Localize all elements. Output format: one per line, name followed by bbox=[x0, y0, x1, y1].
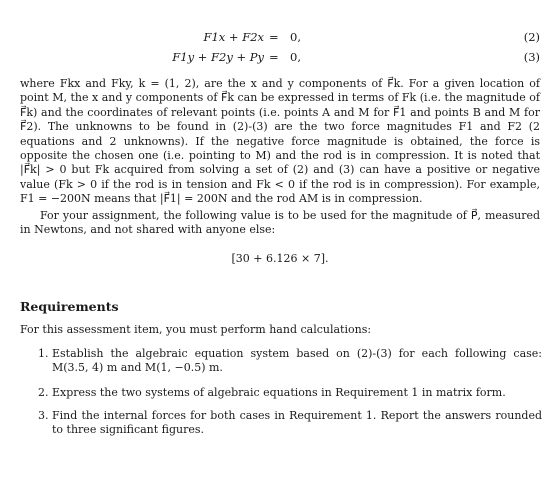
requirement-number: 2. bbox=[38, 386, 49, 399]
assignment-paragraph: For your assignment, the following value is to be used for the magnitude of P⃗, measured in Newtons, and not shared with anyone else: bbox=[20, 209, 540, 237]
requirements-heading: Requirements bbox=[20, 299, 119, 314]
equation-2-rhs: 0, bbox=[290, 30, 301, 44]
equation-3 bbox=[0, 50, 560, 70]
equation-2-relation: = bbox=[269, 30, 279, 44]
equation-3-number: (3) bbox=[523, 50, 540, 64]
equation-3-relation: = bbox=[269, 50, 279, 64]
explanation-paragraph: where Fkx and Fky, k = (1, 2), are the x and y components of F⃗k. For a given location of point M, the x and y components of F⃗k can be expressed in terms of Fk (i.e. the magnitude of F⃗k) and the coordinates of relevant points (i.e. points A and M for F⃗1 and points B and M for F⃗2). The unknowns to be found in (2)-(3) are the two force magnitudes F1 and F2 (2 equations and 2 unknowns). If the negative force magnitude is obtained, the force is opposite the chosen one (i.e. pointing to M) and the rod is in compression. It is noted that |F⃗k| > 0 but Fk acquired from solving a set of (2) and (3) can have a positive or negative value (Fk > 0 if the rod is in tension and Fk < 0 if the rod is in compression). For example, F1 = −200N means that |F⃗1| = 200N and the rod AM is in compression. bbox=[20, 77, 540, 206]
requirement-text: Find the internal forces for both cases in Requirement 1. Report the answers rounded to three significant figures. bbox=[52, 409, 542, 437]
equation-3-rhs: 0, bbox=[290, 50, 301, 64]
assigned-value-expression: [30 + 6.126 × 7]. bbox=[231, 252, 329, 265]
equation-2 bbox=[0, 30, 560, 50]
requirement-number: 1. bbox=[38, 347, 49, 360]
requirement-number: 3. bbox=[38, 409, 49, 422]
equation-2-number: (2) bbox=[523, 30, 540, 44]
requirements-intro: For this assessment item, you must perform hand calculations: bbox=[20, 323, 372, 336]
requirement-text: Establish the algebraic equation system based on (2)-(3) for each following case: M(3.5, 4) m and M(1, −0.5) m. bbox=[52, 347, 542, 375]
equation-3-lhs: F1y + F2y + Py bbox=[172, 50, 264, 64]
equation-2-lhs: F1x + F2x bbox=[203, 30, 264, 44]
requirement-text: Express the two systems of algebraic equations in Requirement 1 in matrix form. bbox=[52, 386, 506, 399]
